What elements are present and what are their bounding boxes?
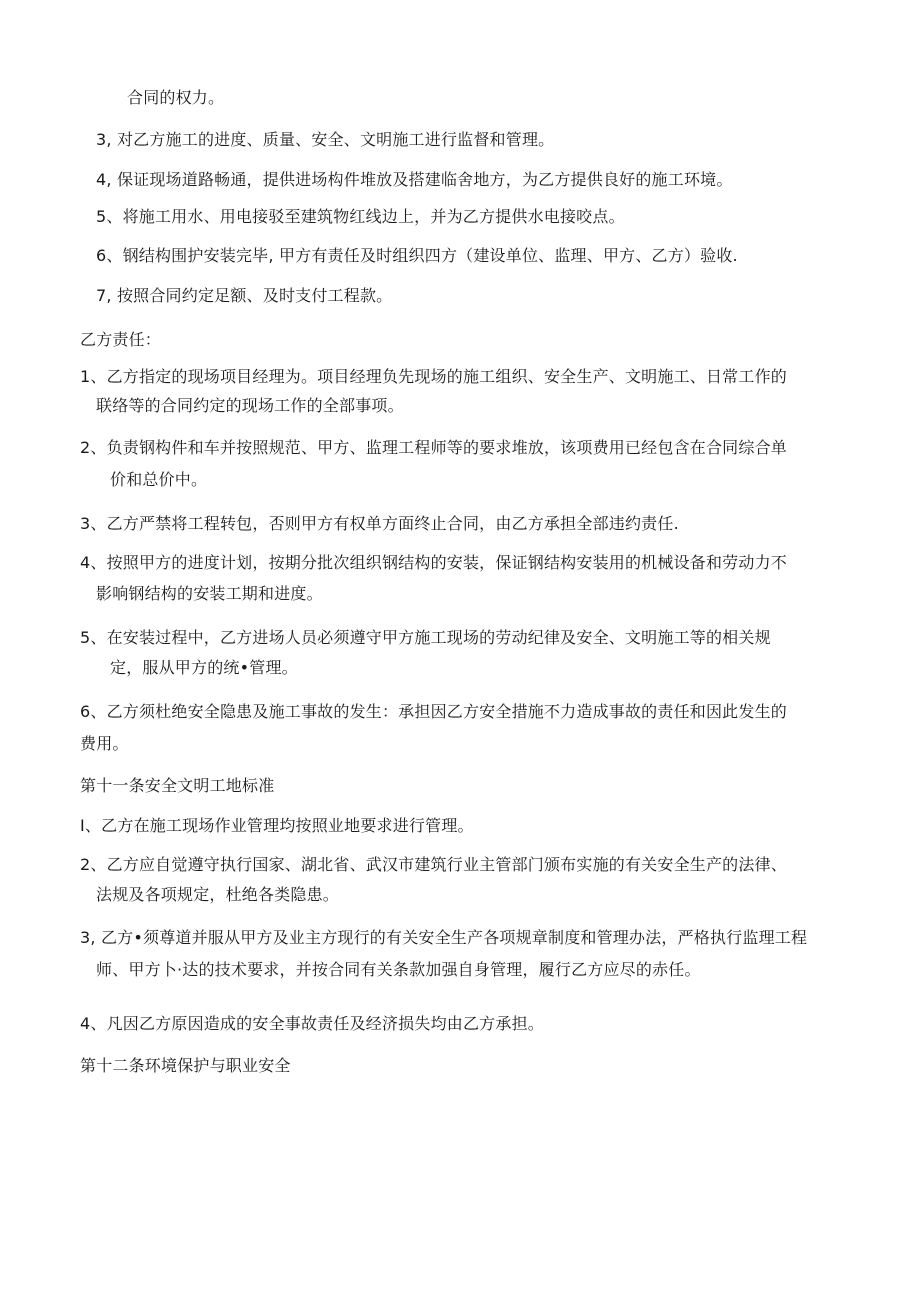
text-line: 4, 保证现场道路畅通，提供进场构件堆放及搭建临舍地方，为乙方提供良好的施工环境。 bbox=[96, 170, 733, 189]
section-heading: 乙方责任： bbox=[80, 330, 162, 349]
text-line: 1、乙方指定的现场项目经理为。项目经理负先现场的施工组织、安全生产、文明施工、日常工作的 bbox=[80, 367, 787, 386]
text-line: 定，服从甲方的统•管理。 bbox=[110, 658, 298, 677]
text-line: 4、按照甲方的进度计划，按期分批次组织钢结构的安装，保证钢结构安装用的机械设备和劳动力不 bbox=[80, 553, 787, 572]
section-heading: 第十二条环境保护与职业安全 bbox=[80, 1056, 291, 1075]
text-line: 师、甲方卜·达的技术要求，并按合同有关条款加强自身管理，履行乙方应尽的赤任。 bbox=[96, 960, 701, 979]
text-line: 6、乙方须杜绝安全隐患及施工事故的发生：承担因乙方安全措施不力造成事故的责任和因此发生的 bbox=[80, 702, 787, 721]
text-line: 费用。 bbox=[80, 734, 129, 753]
text-line: 合同的权力。 bbox=[127, 88, 225, 107]
text-line: 2、乙方应自觉遵守执行国家、湖北省、武汉市建筑行业主管部门颁布实施的有关安全生产的法律、 bbox=[80, 855, 787, 874]
text-line: 6、钢结构围护安装完毕, 甲方有责任及时组织四方（建设单位、监理、甲方、乙方）验收. bbox=[96, 246, 738, 265]
text-line: I、乙方在施工现场作业管理均按照业地要求进行管理。 bbox=[80, 816, 474, 835]
text-line: 价和总价中。 bbox=[110, 470, 208, 489]
text-line: 3、乙方严禁将工程转包，否则甲方有权单方面终止合同，由乙方承担全部违约责任. bbox=[80, 514, 679, 533]
text-line: 3, 对乙方施工的进度、质量、安全、文明施工进行监督和管理。 bbox=[96, 130, 555, 149]
text-line: 5、将施工用水、用电接驳至建筑物红线边上，并为乙方提供水电接咬点。 bbox=[96, 207, 625, 226]
text-line: 法规及各项规定，杜绝各类隐患。 bbox=[96, 885, 340, 904]
text-line: 3, 乙方•须尊道并服从甲方及业主方现行的有关安全生产各项规章制度和管理办法，严格执行监理工程 bbox=[80, 928, 808, 947]
text-line: 4、凡因乙方原因造成的安全事故责任及经济损失均由乙方承担。 bbox=[80, 1014, 544, 1033]
text-line: 影响钢结构的安装工期和进度。 bbox=[96, 584, 323, 603]
text-line: 5、在安装过程中，乙方进场人员必须遵守甲方施工现场的劳动纪律及安全、文明施工等的相关规 bbox=[80, 628, 771, 647]
text-line: 联络等的合同约定的现场工作的全部事项。 bbox=[96, 396, 404, 415]
section-heading: 第十一条安全文明工地标准 bbox=[80, 776, 275, 795]
text-line: 7, 按照合同约定足额、及时支付工程款。 bbox=[96, 286, 393, 305]
text-line: 2、负责钢构件和车并按照规范、甲方、监理工程师等的要求堆放，该项费用已经包含在合同综合单 bbox=[80, 438, 787, 457]
